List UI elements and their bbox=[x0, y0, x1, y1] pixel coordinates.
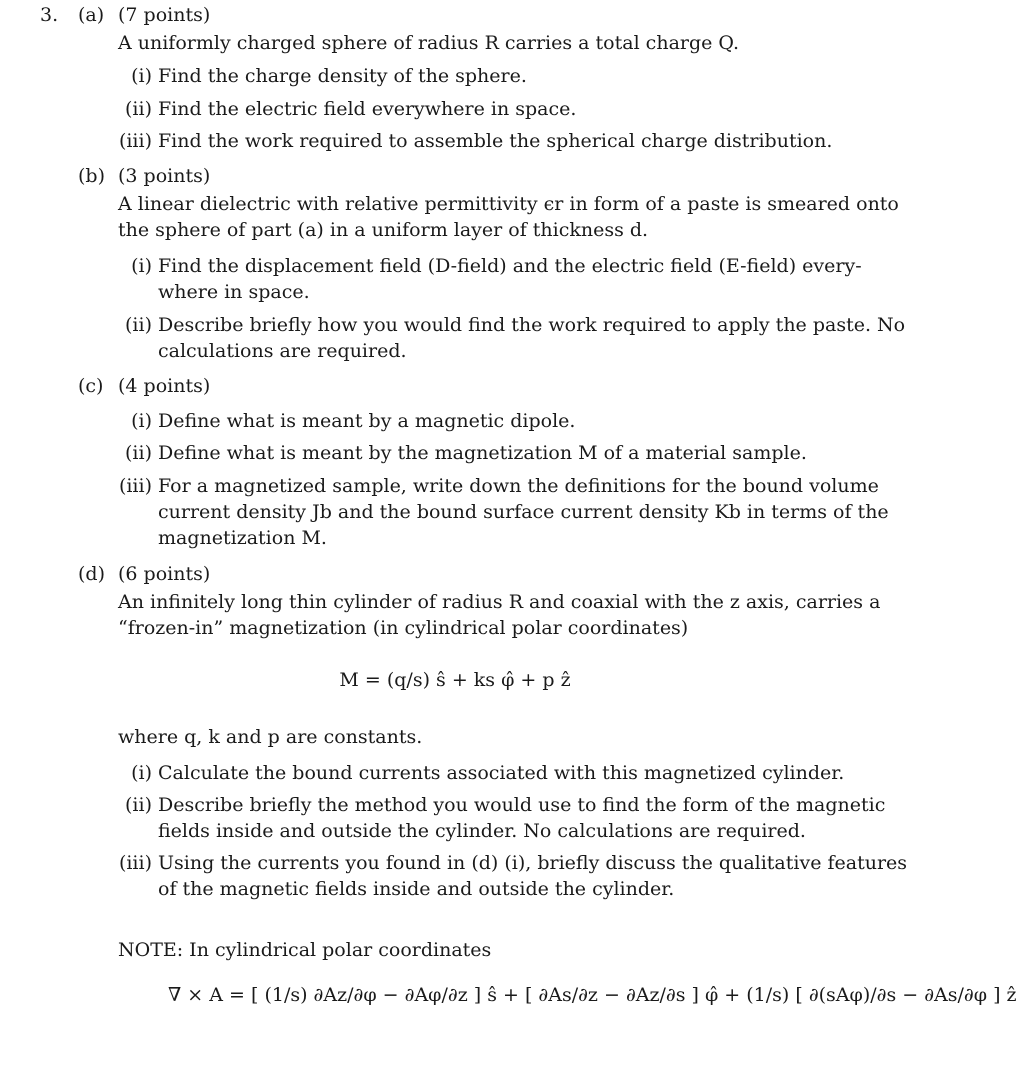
part-d-item-iii-line1: Using the currents you found in (d) (i), briefly discuss the qualitative features bbox=[158, 852, 908, 874]
part-a-label: (a) bbox=[78, 4, 105, 26]
part-d-points: (6 points) bbox=[118, 563, 211, 585]
part-a-item-i-label: (i) bbox=[131, 65, 152, 87]
part-c-item-i-label: (i) bbox=[131, 410, 152, 432]
part-b-item-ii-label: (ii) bbox=[125, 314, 152, 336]
question-number: 3. bbox=[40, 4, 59, 26]
part-b-intro-line1: A linear dielectric with relative permittivity ϵr in form of a paste is smeared onto bbox=[118, 193, 899, 215]
cylindrical-note: NOTE: In cylindrical polar coordinates bbox=[118, 939, 492, 961]
curl-formula-text: ∇ × A = [ (1/s) ∂Az/∂φ − ∂Aφ/∂z ] ŝ + [ ∂As/∂z − ∂Az/∂s ] φ̂ + (1/s) [ ∂(sAφ)/∂s − ∂As/∂φ ] ẑ bbox=[168, 984, 1017, 1006]
part-c-item-ii-label: (ii) bbox=[125, 442, 152, 464]
part-b-label: (b) bbox=[78, 165, 105, 187]
part-c-item-i-text: Define what is meant by a magnetic dipole. bbox=[158, 410, 576, 432]
part-a-item-ii-label: (ii) bbox=[125, 98, 152, 120]
curl-formula bbox=[168, 982, 1017, 1008]
part-d-intro-line2: “frozen-in” magnetization (in cylindrical polar coordinates) bbox=[118, 617, 689, 639]
part-a-intro: A uniformly charged sphere of radius R carries a total charge Q. bbox=[118, 32, 740, 54]
part-b-item-ii-line1: Describe briefly how you would find the work required to apply the paste. No bbox=[158, 314, 906, 336]
part-b-intro-line2: the sphere of part (a) in a uniform layer of thickness d. bbox=[118, 219, 649, 241]
magnetization-equation-text: M = (q/s) ŝ + ks φ̂ + p ẑ bbox=[339, 669, 571, 691]
part-a-item-iii-text: Find the work required to assemble the spherical charge distribution. bbox=[158, 130, 833, 152]
part-d-item-ii-line1: Describe briefly the method you would use to find the form of the magnetic bbox=[158, 794, 886, 816]
part-d-item-iii-line2: of the magnetic fields inside and outside the cylinder. bbox=[158, 878, 675, 900]
part-c-points: (4 points) bbox=[118, 375, 211, 397]
part-b-points: (3 points) bbox=[118, 165, 211, 187]
part-b-item-i-line1: Find the displacement field (D-field) and the electric field (E-field) every- bbox=[158, 255, 862, 277]
part-d-item-ii-line2: fields inside and outside the cylinder. No calculations are required. bbox=[158, 820, 806, 842]
part-a-item-ii-text: Find the electric field everywhere in space. bbox=[158, 98, 577, 120]
part-c-item-iii-line3: magnetization M. bbox=[158, 527, 327, 549]
part-d-item-i-text: Calculate the bound currents associated with this magnetized cylinder. bbox=[158, 762, 845, 784]
part-a-item-i-text: Find the charge density of the sphere. bbox=[158, 65, 527, 87]
part-a-item-iii-label: (iii) bbox=[118, 130, 152, 152]
part-c-item-iii-line1: For a magnetized sample, write down the definitions for the bound volume bbox=[158, 475, 879, 497]
part-c-label: (c) bbox=[78, 375, 104, 397]
magnetization-equation bbox=[0, 667, 910, 693]
part-b-item-i-line2: where in space. bbox=[158, 281, 310, 303]
part-d-constants-note: where q, k and p are constants. bbox=[118, 726, 423, 748]
part-c-item-ii-text: Define what is meant by the magnetization M of a material sample. bbox=[158, 442, 807, 464]
part-d-intro-line1: An infinitely long thin cylinder of radius R and coaxial with the z axis, carries a bbox=[118, 591, 881, 613]
part-d-label: (d) bbox=[78, 563, 105, 585]
part-d-item-i-label: (i) bbox=[131, 762, 152, 784]
part-c-item-iii-label: (iii) bbox=[118, 475, 152, 497]
part-b-item-ii-line2: calculations are required. bbox=[158, 340, 407, 362]
part-d-item-ii-label: (ii) bbox=[125, 794, 152, 816]
part-d-item-iii-label: (iii) bbox=[118, 852, 152, 874]
part-b-item-i-label: (i) bbox=[131, 255, 152, 277]
part-a-points: (7 points) bbox=[118, 4, 211, 26]
part-c-item-iii-line2: current density Jb and the bound surface current density Kb in terms of the bbox=[158, 501, 889, 523]
